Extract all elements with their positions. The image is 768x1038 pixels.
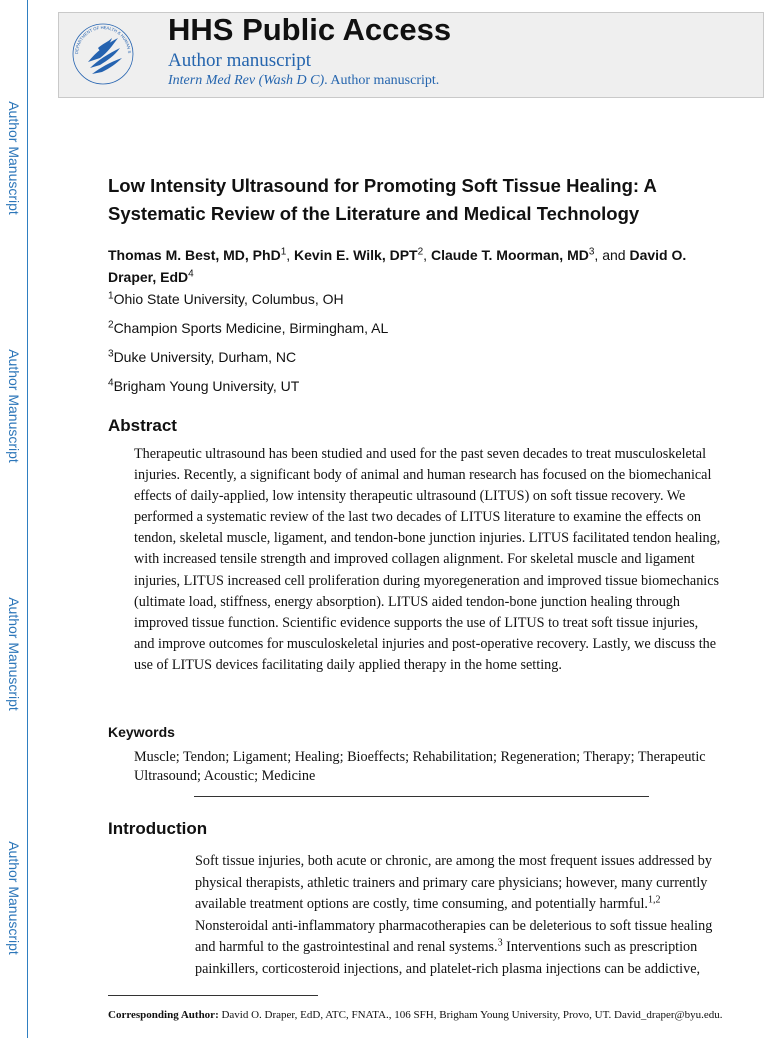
footnote-rule	[108, 995, 318, 996]
paper-title: Low Intensity Ultrasound for Promoting Soft Tissue Healing: A Systematic Review of the Literature and Medical Technology	[108, 175, 657, 224]
author-name: Kevin E. Wilk, DPT	[294, 247, 418, 263]
keywords-text: Muscle; Tendon; Ligament; Healing; Bioeffects; Rehabilitation; Regeneration; Therapy; Therapeutic Ultrasound; Acoustic; Medicine	[134, 749, 706, 784]
sidebar-label: Author Manuscript	[6, 349, 22, 463]
footnote-text: David O. Draper, EdD, ATC, FNATA., 106 SFH, Brigham Young University, Provo, UT. David_draper@byu.edu.	[218, 1009, 723, 1021]
intro-text: Nonsteroidal anti-inflammatory pharmacotherapies can be deleterious to soft tissue healing and harmful to the gastrointestinal and renal systems.	[195, 917, 713, 956]
introduction-paragraph	[195, 851, 727, 981]
abstract-heading: Abstract	[108, 416, 177, 435]
affiliation-number: 3	[108, 348, 114, 360]
citation-ref[interactable]: 3	[497, 937, 503, 949]
affiliation-number: 2	[108, 319, 114, 331]
sidebar-label: Author Manuscript	[6, 597, 22, 711]
keywords-heading: Keywords	[108, 724, 175, 740]
sidebar-label: Author Manuscript	[6, 101, 22, 215]
author-affiliation-ref: 3	[588, 246, 595, 258]
author-separator: , and	[594, 247, 630, 263]
affiliation	[108, 291, 344, 307]
hhs-public-access-title: HHS Public Access	[168, 12, 452, 47]
affiliation	[108, 349, 296, 365]
author-name: Thomas M. Best, MD, PhD	[108, 247, 281, 263]
corresponding-author-footnote	[108, 1009, 748, 1022]
affiliation-text: Brigham Young University, UT	[113, 378, 300, 394]
author-affiliation-ref: 2	[417, 246, 424, 258]
section-divider	[194, 796, 649, 797]
footnote-label: Corresponding Author:	[108, 1009, 219, 1021]
manuscript-sidebar	[0, 0, 28, 1038]
intro-text: Interventions such as prescription painkillers, corticosteroid injections, and platelet-rich plasma injections can be addictive,	[195, 939, 701, 977]
affiliation-text: Duke University, Durham, NC	[113, 349, 297, 365]
author-manuscript-label: Author manuscript	[168, 50, 312, 71]
abstract-text: Therapeutic ultrasound has been studied and used for the past seven decades to treat musculoskeletal injuries. Recently, a significant body of animal and human research has focused on the biomechanical effects of daily-applied, low intensity therapeutic ultrasound (LITUS) on soft tissue recovery. We performed a systematic review of the last two decades of LITUS literature to examine the effects on tendon, skeletal muscle, ligament, and tendon-bone junction injuries. LITUS facilitated tendon healing, with increased tensile strength and improved collagen alignment. For skeletal muscle and ligament injuries, LITUS increased cell proliferation during myoregeneration and improved tissue biomechanics (ultimate load, stiffness, energy absorption). LITUS aided tendon-bone junction healing through improved tissue function. Scientific evidence supports the use of LITUS to treat soft tissue injuries, and improve outcomes for musculoskeletal injuries and post-operative recovery. Lastly, we discuss the use of LITUS devices facilitating daily applied therapy in the home setting.	[134, 446, 721, 673]
sidebar-label: Author Manuscript	[6, 841, 22, 955]
affiliation-number: 1	[108, 290, 114, 302]
author-separator: ,	[286, 247, 295, 263]
journal-name-link[interactable]: Intern Med Rev (Wash D C)	[168, 73, 325, 88]
svg-text:DEPARTMENT OF HEALTH & HUMAN S: DEPARTMENT OF HEALTH & HUMAN S	[73, 24, 133, 55]
affiliation-text: Ohio State University, Columbus, OH	[113, 291, 344, 307]
affiliation	[108, 320, 388, 336]
author-affiliation-ref: 1	[280, 246, 287, 258]
author-separator: ,	[423, 247, 431, 263]
affiliation	[108, 378, 299, 394]
citation-ref[interactable]: 1,2	[647, 894, 661, 906]
affiliation-number: 4	[108, 377, 114, 389]
author-name: David O. Draper, EdD	[108, 247, 687, 285]
author-affiliation-ref: 4	[188, 268, 194, 280]
hhs-eagle-seal-icon	[68, 18, 138, 90]
sidebar-rule	[27, 0, 28, 1038]
citation-suffix: . Author manuscript.	[324, 73, 440, 88]
journal-citation	[168, 73, 439, 89]
introduction-heading: Introduction	[108, 819, 208, 838]
author-name: Claude T. Moorman, MD	[430, 247, 589, 263]
author-list	[108, 244, 738, 288]
affiliation-text: Champion Sports Medicine, Birmingham, AL	[113, 320, 389, 336]
intro-text: Soft tissue injuries, both acute or chronic, are among the most frequent issues addressed by physical therapists, athletic trainers and primary care physicians; however, many currently available treatment options are costly, time consuming, and potentially harmful.	[195, 853, 712, 913]
